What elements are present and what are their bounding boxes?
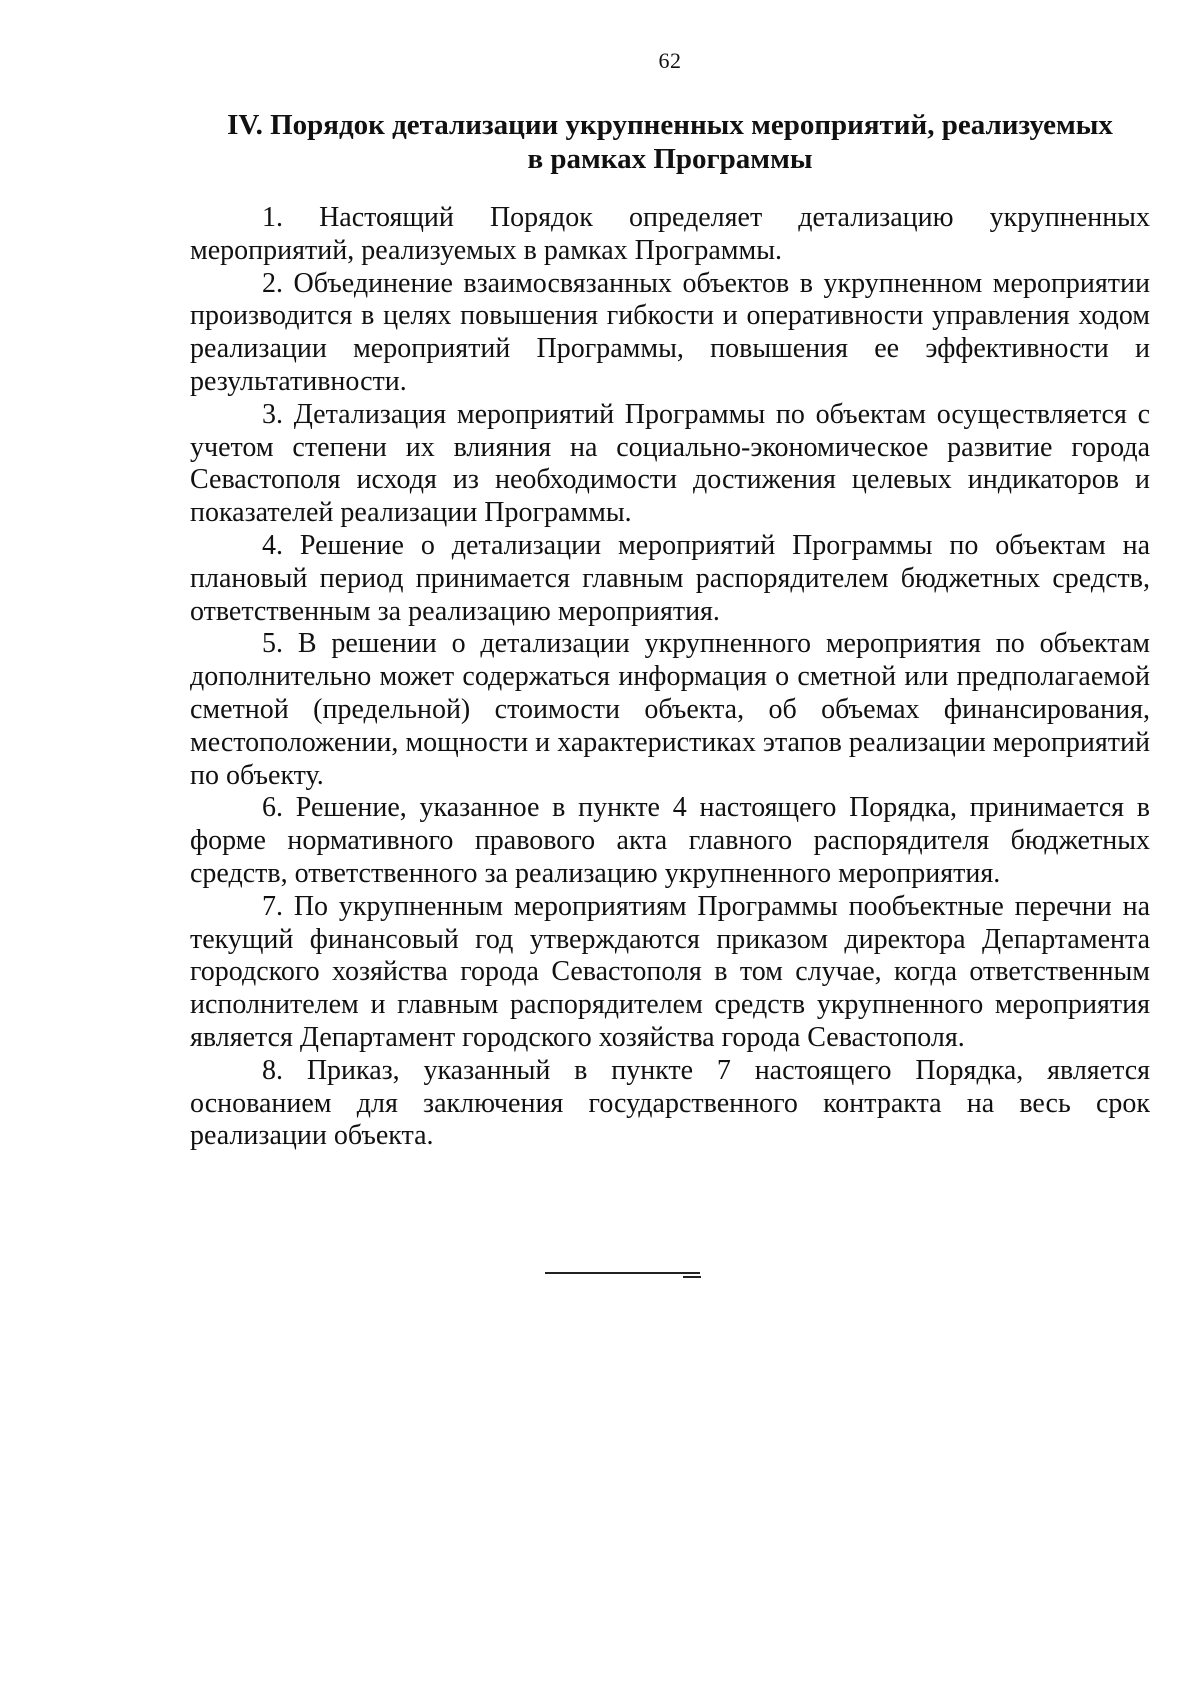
paragraph-6: 6. Решение, указанное в пункте 4 настоящего Порядка, принимается в форме нормативного правового акта главного распорядителя бюджетных средств, ответственного за реализацию укрупненного мероприятия. bbox=[190, 792, 1150, 889]
document-body bbox=[190, 202, 1150, 1153]
page-number: 62 bbox=[658, 48, 682, 73]
paragraph-1: 1. Настоящий Порядок определяет детализацию укрупненных мероприятий, реализуемых в рамках Программы. bbox=[190, 202, 1150, 266]
paragraph-3: 3. Детализация мероприятий Программы по объектам осуществляется с учетом степени их влияния на социально-экономическое развитие города Севастополя исходя из необходимости достижения целевых индикаторов и показателей реализации Программы. bbox=[190, 398, 1150, 529]
paragraph-5: 5. В решении о детализации укрупненного мероприятия по объектам дополнительно может содержаться информация о сметной или предполагаемой сметной (предельной) стоимости объекта, об объемах финансирования, местоположении, мощности и характеристиках этапов реализации мероприятий по объекту. bbox=[190, 628, 1150, 791]
paragraph-2: 2. Объединение взаимосвязанных объектов в укрупненном мероприятии производится в целях повышения гибкости и оперативности управления ходом реализации мероприятий Программы, повышения ее эффективности и результативности. bbox=[190, 267, 1150, 397]
section-title bbox=[190, 108, 1150, 176]
paragraph-8: 8. Приказ, указанный в пункте 7 настоящего Порядка, является основанием для заключения государственного контракта на весь срок реализации объекта. bbox=[190, 1054, 1150, 1152]
paragraph-4: 4. Решение о детализации мероприятий Программы по объектам на плановый период принимается главным распорядителем бюджетных средств, ответственным за реализацию мероприятия. bbox=[190, 529, 1150, 627]
end-of-section-rule bbox=[545, 1272, 700, 1274]
end-of-section-rule-tail bbox=[683, 1276, 701, 1278]
section-title-line-1: IV. Порядок детализации укрупненных мероприятий, реализуемых bbox=[227, 109, 1113, 141]
section-title-line-2: в рамках Программы bbox=[527, 143, 813, 175]
paragraph-7: 7. По укрупненным мероприятиям Программы пообъектные перечни на текущий финансовый год утверждаются приказом директора Департамента городского хозяйства города Севастополя в том случае, когда ответственным исполнителем и главным распорядителем средств укрупненного мероприятия является Департамент городского хозяйства города Севастополя. bbox=[190, 890, 1150, 1053]
